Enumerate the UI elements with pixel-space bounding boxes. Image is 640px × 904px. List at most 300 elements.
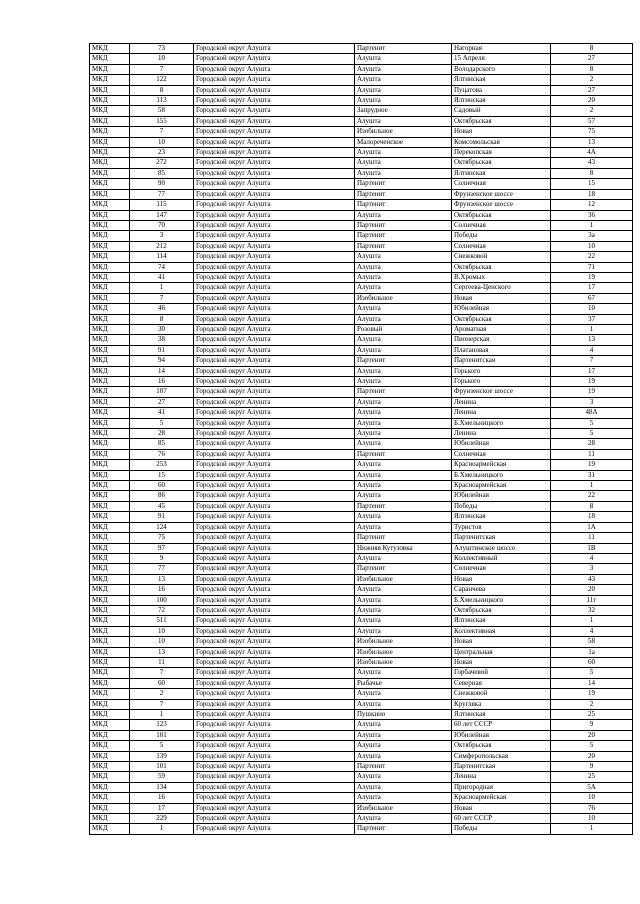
table-row <box>90 54 633 64</box>
cell-type: МКД <box>90 657 130 667</box>
cell-street: Юбилейная <box>452 491 551 501</box>
cell-type: МКД <box>90 772 130 782</box>
cell-type: МКД <box>90 54 130 64</box>
cell-district: Городской округ Алушта <box>194 512 355 522</box>
cell-district: Городской округ Алушта <box>194 408 355 418</box>
cell-street: 60 лет СССР <box>452 814 551 824</box>
cell-type: МКД <box>90 377 130 387</box>
cell-number: 60 <box>130 678 194 688</box>
cell-street: Б.Хмельницкого <box>452 470 551 480</box>
cell-settlement: Алушта <box>355 668 452 678</box>
cell-street: Северная <box>452 678 551 688</box>
cell-street: Снежковой <box>452 252 551 262</box>
cell-house: 71 <box>551 262 633 272</box>
cell-type: МКД <box>90 387 130 397</box>
table-row <box>90 657 633 667</box>
cell-house: 17 <box>551 366 633 376</box>
cell-street: Партенитская <box>452 762 551 772</box>
cell-district: Городской округ Алушта <box>194 210 355 220</box>
cell-street: Центральная <box>452 647 551 657</box>
cell-type: МКД <box>90 335 130 345</box>
cell-street: Партенитская <box>452 533 551 543</box>
cell-district: Городской округ Алушта <box>194 335 355 345</box>
cell-district: Городской округ Алушта <box>194 814 355 824</box>
cell-type: МКД <box>90 720 130 730</box>
cell-district: Городской округ Алушта <box>194 377 355 387</box>
cell-number: 272 <box>130 158 194 168</box>
cell-district: Городской округ Алушта <box>194 605 355 615</box>
cell-house: 11г <box>551 595 633 605</box>
cell-house: 14 <box>551 678 633 688</box>
cell-settlement: Изобильное <box>355 574 452 584</box>
cell-number: 13 <box>130 647 194 657</box>
cell-house: 20 <box>551 751 633 761</box>
cell-district: Городской округ Алушта <box>194 439 355 449</box>
cell-settlement: Партенит <box>355 356 452 366</box>
cell-house: 27 <box>551 85 633 95</box>
cell-settlement: Алушта <box>355 158 452 168</box>
cell-settlement: Изобильное <box>355 803 452 813</box>
table-row <box>90 137 633 147</box>
table-row <box>90 397 633 407</box>
cell-district: Городской округ Алушта <box>194 200 355 210</box>
cell-street: Снежковой <box>452 689 551 699</box>
cell-type: МКД <box>90 44 130 54</box>
cell-type: МКД <box>90 189 130 199</box>
cell-settlement: Алушта <box>355 460 452 470</box>
cell-district: Городской округ Алушта <box>194 678 355 688</box>
table-row <box>90 116 633 126</box>
cell-house: 58 <box>551 637 633 647</box>
cell-district: Городской округ Алушта <box>194 564 355 574</box>
table-row <box>90 678 633 688</box>
cell-number: 1 <box>130 283 194 293</box>
cell-settlement: Алушта <box>355 210 452 220</box>
cell-house: 4А <box>551 148 633 158</box>
cell-settlement: Алушта <box>355 429 452 439</box>
cell-street: Красноармейская <box>452 481 551 491</box>
cell-number: 253 <box>130 460 194 470</box>
table-row <box>90 127 633 137</box>
cell-settlement: Пушкино <box>355 710 452 720</box>
table-row <box>90 574 633 584</box>
cell-house: 20 <box>551 585 633 595</box>
table-row <box>90 616 633 626</box>
cell-district: Городской округ Алушта <box>194 772 355 782</box>
cell-house: 1а <box>551 647 633 657</box>
cell-house: 67 <box>551 293 633 303</box>
cell-street: Горького <box>452 377 551 387</box>
cell-district: Городской округ Алушта <box>194 127 355 137</box>
cell-number: 7 <box>130 699 194 709</box>
data-table <box>89 43 633 835</box>
cell-type: МКД <box>90 85 130 95</box>
cell-house: 37 <box>551 314 633 324</box>
cell-street: Сергеева-Ценского <box>452 283 551 293</box>
cell-number: 45 <box>130 501 194 511</box>
cell-number: 2 <box>130 689 194 699</box>
cell-settlement: Алушта <box>355 585 452 595</box>
cell-type: МКД <box>90 647 130 657</box>
cell-street: 15 Апреля <box>452 54 551 64</box>
cell-number: 100 <box>130 595 194 605</box>
table-row <box>90 512 633 522</box>
cell-type: МКД <box>90 481 130 491</box>
cell-type: МКД <box>90 75 130 85</box>
cell-house: 12 <box>551 200 633 210</box>
cell-street: Садовый <box>452 106 551 116</box>
cell-house: 10 <box>551 241 633 251</box>
cell-settlement: Алушта <box>355 408 452 418</box>
cell-type: МКД <box>90 741 130 751</box>
cell-type: МКД <box>90 793 130 803</box>
table-row <box>90 595 633 605</box>
cell-house: 25 <box>551 772 633 782</box>
cell-settlement: Алушта <box>355 605 452 615</box>
cell-district: Городской округ Алушта <box>194 720 355 730</box>
cell-settlement: Алушта <box>355 481 452 491</box>
cell-settlement: Алушта <box>355 751 452 761</box>
cell-district: Городской округ Алушта <box>194 85 355 95</box>
cell-type: МКД <box>90 512 130 522</box>
cell-district: Городской округ Алушта <box>194 585 355 595</box>
cell-district: Городской округ Алушта <box>194 470 355 480</box>
cell-number: 511 <box>130 616 194 626</box>
cell-settlement: Изобильное <box>355 293 452 303</box>
cell-house: 8 <box>551 501 633 511</box>
cell-street: Красноармейская <box>452 793 551 803</box>
cell-type: МКД <box>90 356 130 366</box>
cell-district: Городской округ Алушта <box>194 397 355 407</box>
cell-type: МКД <box>90 460 130 470</box>
cell-type: МКД <box>90 449 130 459</box>
cell-district: Городской округ Алушта <box>194 657 355 667</box>
cell-district: Городской округ Алушта <box>194 429 355 439</box>
cell-house: 19 <box>551 272 633 282</box>
cell-street: Октябрьская <box>452 605 551 615</box>
cell-settlement: Алушта <box>355 75 452 85</box>
table-row <box>90 96 633 106</box>
cell-street: Солнечная <box>452 241 551 251</box>
cell-settlement: Алушта <box>355 283 452 293</box>
cell-type: МКД <box>90 418 130 428</box>
cell-settlement: Алушта <box>355 304 452 314</box>
cell-house: 11 <box>551 449 633 459</box>
cell-house: 10 <box>551 814 633 824</box>
cell-street: Горького <box>452 366 551 376</box>
cell-type: МКД <box>90 585 130 595</box>
cell-district: Городской округ Алушта <box>194 158 355 168</box>
cell-settlement: Алушта <box>355 553 452 563</box>
cell-house: 1 <box>551 616 633 626</box>
cell-district: Городской округ Алушта <box>194 116 355 126</box>
cell-number: 86 <box>130 491 194 501</box>
cell-street: Комсомольская <box>452 137 551 147</box>
cell-settlement: Алушта <box>355 272 452 282</box>
table-row <box>90 585 633 595</box>
cell-house: 27 <box>551 54 633 64</box>
cell-street: Пригородная <box>452 782 551 792</box>
cell-settlement: Партенит <box>355 824 452 834</box>
cell-settlement: Алушта <box>355 116 452 126</box>
cell-number: 10 <box>130 637 194 647</box>
cell-number: 90 <box>130 179 194 189</box>
cell-type: МКД <box>90 730 130 740</box>
cell-settlement: Алушта <box>355 730 452 740</box>
cell-number: 10 <box>130 626 194 636</box>
cell-settlement: Алушта <box>355 793 452 803</box>
cell-number: 60 <box>130 481 194 491</box>
cell-street: Победы <box>452 501 551 511</box>
cell-street: Солнечная <box>452 449 551 459</box>
cell-number: 5 <box>130 418 194 428</box>
cell-settlement: Алушта <box>355 85 452 95</box>
cell-house: 5 <box>551 741 633 751</box>
cell-house: 5 <box>551 418 633 428</box>
cell-type: МКД <box>90 824 130 834</box>
cell-settlement: Алушта <box>355 689 452 699</box>
cell-number: 97 <box>130 543 194 553</box>
cell-number: 41 <box>130 408 194 418</box>
cell-district: Городской округ Алушта <box>194 64 355 74</box>
cell-number: 8 <box>130 85 194 95</box>
cell-type: МКД <box>90 96 130 106</box>
table-row <box>90 64 633 74</box>
table-row <box>90 158 633 168</box>
cell-number: 10 <box>130 54 194 64</box>
table-row <box>90 460 633 470</box>
cell-district: Городской округ Алушта <box>194 460 355 470</box>
cell-district: Городской округ Алушта <box>194 616 355 626</box>
cell-type: МКД <box>90 803 130 813</box>
table-row <box>90 543 633 553</box>
cell-number: 134 <box>130 782 194 792</box>
cell-type: МКД <box>90 564 130 574</box>
cell-number: 85 <box>130 439 194 449</box>
table-row <box>90 200 633 210</box>
cell-type: МКД <box>90 429 130 439</box>
cell-number: 10 <box>130 137 194 147</box>
cell-street: Октябрьская <box>452 262 551 272</box>
cell-district: Городской округ Алушта <box>194 314 355 324</box>
cell-settlement: Алушта <box>355 439 452 449</box>
cell-type: МКД <box>90 137 130 147</box>
table-row <box>90 304 633 314</box>
cell-type: МКД <box>90 106 130 116</box>
table-row <box>90 283 633 293</box>
cell-house: 8 <box>551 64 633 74</box>
cell-number: 17 <box>130 803 194 813</box>
cell-street: Ялтинская <box>452 96 551 106</box>
cell-street: Октябрьская <box>452 210 551 220</box>
cell-settlement: Партенит <box>355 189 452 199</box>
cell-street: Фрунзенское шоссе <box>452 200 551 210</box>
cell-street: Октябрьская <box>452 158 551 168</box>
table-row <box>90 699 633 709</box>
table-row <box>90 387 633 397</box>
cell-house: 2 <box>551 106 633 116</box>
table-row <box>90 148 633 158</box>
cell-street: Юбилейная <box>452 304 551 314</box>
table-row <box>90 189 633 199</box>
cell-number: 38 <box>130 335 194 345</box>
cell-settlement: Алушта <box>355 522 452 532</box>
cell-house: 1 <box>551 220 633 230</box>
table-row <box>90 668 633 678</box>
cell-type: МКД <box>90 491 130 501</box>
cell-settlement: Партенит <box>355 762 452 772</box>
cell-type: МКД <box>90 210 130 220</box>
cell-street: Юбилейная <box>452 439 551 449</box>
cell-number: 94 <box>130 356 194 366</box>
cell-settlement: Алушта <box>355 335 452 345</box>
cell-number: 124 <box>130 522 194 532</box>
cell-number: 16 <box>130 377 194 387</box>
cell-street: Солнечная <box>452 179 551 189</box>
cell-house: 57 <box>551 116 633 126</box>
cell-district: Городской округ Алушта <box>194 522 355 532</box>
cell-type: МКД <box>90 668 130 678</box>
table-row <box>90 522 633 532</box>
cell-house: 4 <box>551 345 633 355</box>
cell-street: Новая <box>452 293 551 303</box>
cell-street: Б.Хмельницкого <box>452 595 551 605</box>
cell-house: 31 <box>551 470 633 480</box>
cell-type: МКД <box>90 595 130 605</box>
cell-type: МКД <box>90 574 130 584</box>
cell-number: 46 <box>130 304 194 314</box>
cell-house: 1 <box>551 324 633 334</box>
cell-settlement: Алушта <box>355 491 452 501</box>
cell-district: Городской округ Алушта <box>194 730 355 740</box>
cell-number: 1 <box>130 710 194 720</box>
cell-number: 147 <box>130 210 194 220</box>
cell-street: Красноармейская <box>452 460 551 470</box>
table-row <box>90 210 633 220</box>
cell-number: 77 <box>130 564 194 574</box>
cell-district: Городской округ Алушта <box>194 699 355 709</box>
cell-street: Победы <box>452 824 551 834</box>
cell-type: МКД <box>90 252 130 262</box>
cell-number: 3 <box>130 231 194 241</box>
cell-number: 77 <box>130 189 194 199</box>
table-row <box>90 762 633 772</box>
cell-house: 19 <box>551 689 633 699</box>
cell-house: 13 <box>551 137 633 147</box>
cell-house: 11 <box>551 533 633 543</box>
table-row <box>90 220 633 230</box>
cell-district: Городской округ Алушта <box>194 543 355 553</box>
cell-house: 60 <box>551 657 633 667</box>
cell-house: 2 <box>551 75 633 85</box>
cell-street: В.Хромых <box>452 272 551 282</box>
cell-street: Ленина <box>452 772 551 782</box>
cell-number: 13 <box>130 574 194 584</box>
table-row <box>90 179 633 189</box>
cell-house: 19 <box>551 387 633 397</box>
cell-number: 101 <box>130 730 194 740</box>
table-row <box>90 366 633 376</box>
cell-number: 41 <box>130 272 194 282</box>
table-row <box>90 449 633 459</box>
cell-type: МКД <box>90 283 130 293</box>
table-row <box>90 772 633 782</box>
cell-number: 23 <box>130 148 194 158</box>
cell-house: 28 <box>551 439 633 449</box>
cell-settlement: Партенит <box>355 501 452 511</box>
cell-type: МКД <box>90 522 130 532</box>
cell-house: 3а <box>551 231 633 241</box>
cell-type: МКД <box>90 262 130 272</box>
cell-district: Городской округ Алушта <box>194 220 355 230</box>
table-row <box>90 241 633 251</box>
cell-number: 122 <box>130 75 194 85</box>
cell-number: 7 <box>130 64 194 74</box>
cell-settlement: Нижняя Кутузовка <box>355 543 452 553</box>
cell-settlement: Партенит <box>355 231 452 241</box>
cell-house: 8 <box>551 168 633 178</box>
cell-district: Городской округ Алушта <box>194 533 355 543</box>
cell-street: Ялтинская <box>452 168 551 178</box>
cell-district: Городской округ Алушта <box>194 793 355 803</box>
cell-house: 13 <box>551 335 633 345</box>
table-row <box>90 429 633 439</box>
cell-settlement: Алушта <box>355 512 452 522</box>
cell-street: Ялтинская <box>452 616 551 626</box>
cell-type: МКД <box>90 324 130 334</box>
cell-settlement: Алушта <box>355 470 452 480</box>
cell-number: 85 <box>130 168 194 178</box>
table-row <box>90 168 633 178</box>
cell-house: 32 <box>551 605 633 615</box>
cell-number: 27 <box>130 397 194 407</box>
cell-type: МКД <box>90 637 130 647</box>
table-row <box>90 647 633 657</box>
cell-street: 60 лет СССР <box>452 720 551 730</box>
cell-house: 36 <box>551 210 633 220</box>
cell-house: 76 <box>551 803 633 813</box>
cell-settlement: Алушта <box>355 54 452 64</box>
cell-district: Городской округ Алушта <box>194 54 355 64</box>
cell-settlement: Рыбачье <box>355 678 452 688</box>
cell-street: Б.Хмельницкого <box>452 418 551 428</box>
cell-settlement: Запрудное <box>355 106 452 116</box>
table-row <box>90 106 633 116</box>
cell-district: Городской округ Алушта <box>194 366 355 376</box>
cell-number: 7 <box>130 127 194 137</box>
cell-type: МКД <box>90 689 130 699</box>
cell-type: МКД <box>90 116 130 126</box>
cell-type: МКД <box>90 553 130 563</box>
cell-number: 76 <box>130 449 194 459</box>
cell-settlement: Алушта <box>355 782 452 792</box>
cell-house: 1А <box>551 522 633 532</box>
table-row <box>90 470 633 480</box>
cell-house: 9 <box>551 720 633 730</box>
cell-district: Городской округ Алушта <box>194 668 355 678</box>
cell-house: 17 <box>551 283 633 293</box>
cell-street: Володарского <box>452 64 551 74</box>
cell-settlement: Партенит <box>355 533 452 543</box>
cell-house: 3 <box>551 564 633 574</box>
cell-type: МКД <box>90 241 130 251</box>
cell-street: Фрунзенское шоссе <box>452 189 551 199</box>
table-row <box>90 324 633 334</box>
cell-house: 43 <box>551 574 633 584</box>
cell-type: МКД <box>90 762 130 772</box>
cell-number: 16 <box>130 585 194 595</box>
cell-district: Городской округ Алушта <box>194 501 355 511</box>
